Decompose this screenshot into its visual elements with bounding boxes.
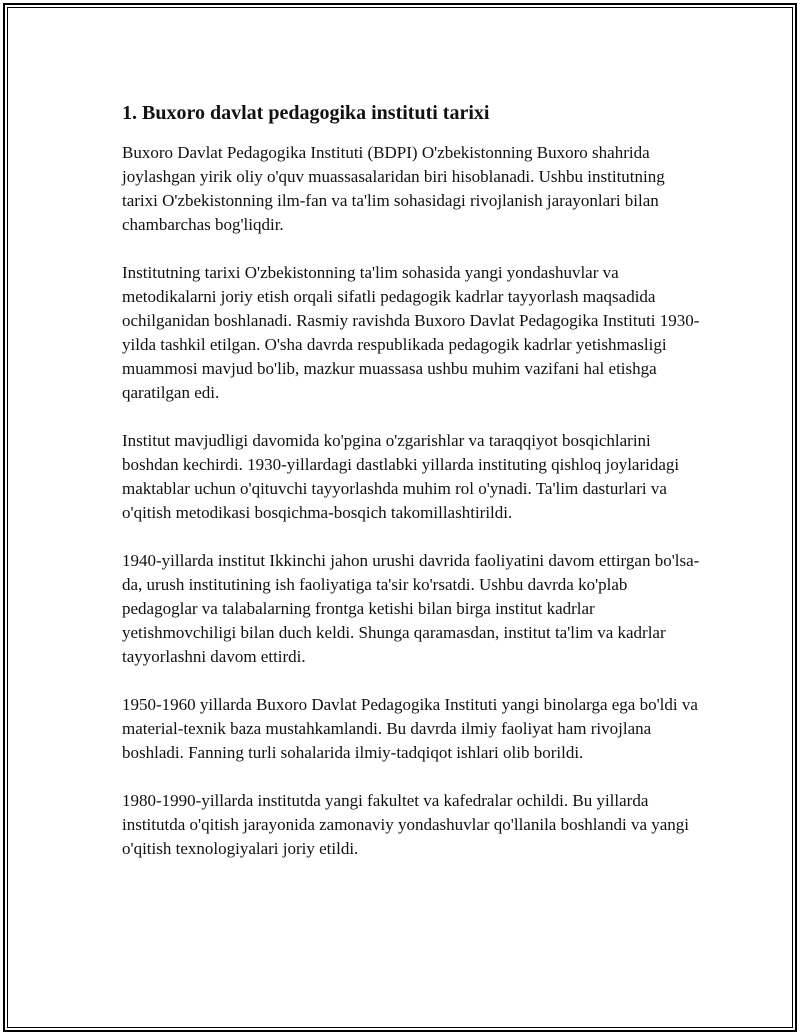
paragraph-1980s-1990s: 1980-1990-yillarda institutda yangi fakultet va kafedralar ochildi. Bu yillarda institutda o'qitish jarayonida zamonaviy yondashuvlar qo'llanila boshlandi va yangi o'qitish texnologiyalari joriy etildi. bbox=[122, 791, 690, 858]
paragraph-founding: Institutning tarixi O'zbekistonning ta'lim sohasida yangi yondashuvlar va metodikalarni joriy etish orqali sifatli pedagogik kadrlar tayyorlash maqsadida ochilganidan boshlanadi. Rasmiy ravishda Buxoro Davlat Pedagogika Instituti 1930-yilda tashkil etilgan. O'sha davrda respublikada pedagogik kadrlar yetishmasligi muammosi mavjud bo'lib, mazkur muassasa ushbu muhim vazifani hal etishga qaratilgan edi. bbox=[122, 263, 700, 402]
paragraph-1940s: 1940-yillarda institut Ikkinchi jahon urushi davrida faoliyatini davom ettirgan bo'lsa-da, urush institutining ish faoliyatiga ta'sir ko'rsatdi. Ushbu davrda ko'plab pedagoglar va talabalarning frontga ketishi bilan birga institut kadrlar yetishmovchiligi bilan duch keldi. Shunga qaramasdan, institut ta'lim va kadrlar tayyorlashni davom ettirdi. bbox=[122, 551, 700, 666]
document-body bbox=[122, 99, 702, 885]
page-frame bbox=[3, 3, 797, 1032]
paragraph-1950s-1960s: 1950-1960 yillarda Buxoro Davlat Pedagogika Instituti yangi binolarga ega bo'ldi va material-texnik baza mustahkamlandi. Bu davrda ilmiy faoliyat ham rivojlana boshladi. Fanning turli sohalarida ilmiy-tadqiqot ishlari olib borildi. bbox=[122, 695, 698, 762]
paragraph-1930s: Institut mavjudligi davomida ko'pgina o'zgarishlar va taraqqiyot bosqichlarini boshdan kechirdi. 1930-yillardagi dastlabki yillarda instituting qishloq joylaridagi maktablar uchun o'qituvchi tayyorlashda muhim rol o'ynadi. Ta'lim dasturlari va o'qitish metodikasi bosqichma-bosqich takomillashtirildi. bbox=[122, 431, 680, 522]
paragraph-intro: Buxoro Davlat Pedagogika Instituti (BDPI) O'zbekistonning Buxoro shahrida joylashgan yirik oliy o'quv muassasalaridan biri hisoblanadi. Ushbu institutning tarixi O'zbekistonning ilm-fan va ta'lim sohasidagi rivojlanish jarayonlari bilan chambarchas bog'liqdir. bbox=[122, 143, 665, 234]
section-heading: 1. Buxoro davlat pedagogika instituti tarixi bbox=[122, 102, 490, 124]
